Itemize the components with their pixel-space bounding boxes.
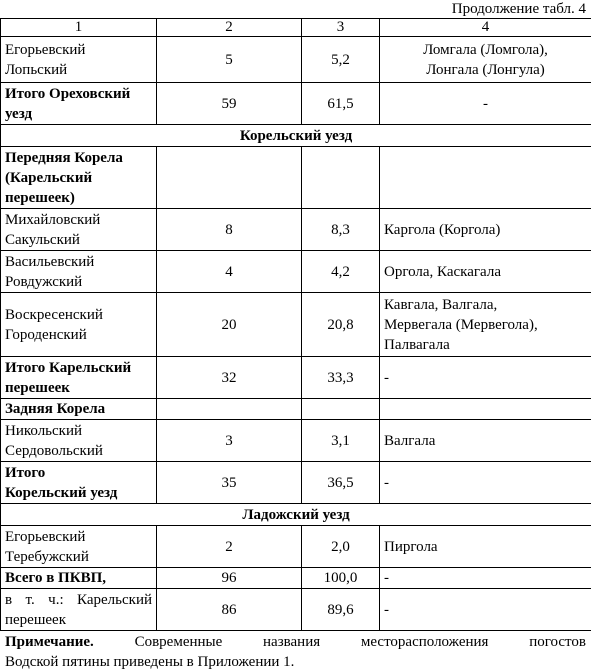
total-name (1, 83, 157, 125)
name-line: Городенский (5, 325, 152, 345)
gala-names-cell: Валгала (380, 420, 591, 462)
note-line (5, 632, 586, 652)
section-title: Ладожский уезд (1, 504, 591, 526)
table-row (1, 209, 591, 251)
name-line: Васильевский (5, 252, 152, 272)
gala-names-cell (380, 147, 591, 209)
gala-line: Палвагала (384, 335, 587, 355)
percent-cell: 8,3 (302, 209, 380, 251)
table-row (1, 357, 591, 399)
count-cell: 5 (157, 37, 302, 83)
percent-cell: 2,0 (302, 526, 380, 568)
count-cell: 3 (157, 420, 302, 462)
count-cell: 2 (157, 526, 302, 568)
header-cell-3: 3 (302, 19, 380, 37)
gala-line: Кавгала, Валгала, (384, 295, 587, 315)
pogost-name (1, 209, 157, 251)
name-line: перешеек (5, 378, 152, 398)
header-cell-1: 1 (1, 19, 157, 37)
total-name: Всего в ПКВП, (1, 568, 157, 589)
name-line: Итого Ореховский (5, 84, 152, 104)
gala-names-cell (380, 399, 591, 420)
count-cell: 4 (157, 251, 302, 293)
percent-cell (302, 147, 380, 209)
table-caption: Продолжение табл. 4 (0, 0, 591, 18)
percent-cell: 20,8 (302, 293, 380, 357)
count-cell: 96 (157, 568, 302, 589)
table-row (1, 83, 591, 125)
gala-names-cell: - (380, 568, 591, 589)
percent-cell (302, 399, 380, 420)
name-line: Корельский уезд (5, 483, 152, 503)
data-table (0, 18, 591, 631)
table-note (0, 631, 591, 672)
gala-names-cell: Оргола, Каскагала (380, 251, 591, 293)
percent-cell: 4,2 (302, 251, 380, 293)
count-cell: 35 (157, 462, 302, 504)
name-line: Итого Карельский (5, 358, 152, 378)
name-line: Егорьевский (5, 40, 152, 60)
count-cell: 32 (157, 357, 302, 399)
table-row (1, 37, 591, 83)
section-row (1, 504, 591, 526)
name-line: Итого (5, 463, 152, 483)
name-line: Егорьевский (5, 527, 152, 547)
gala-names-cell: - (380, 357, 591, 399)
name-line: Ровдужский (5, 272, 152, 292)
percent-cell: 36,5 (302, 462, 380, 504)
gala-names-cell: - (380, 83, 591, 125)
section-title: Корельский уезд (1, 125, 591, 147)
gala-names-cell: Пиргола (380, 526, 591, 568)
name-line: Сакульский (5, 230, 152, 250)
percent-cell: 3,1 (302, 420, 380, 462)
table-row (1, 568, 591, 589)
pogost-name (1, 293, 157, 357)
name-line: Никольский (5, 421, 152, 441)
table-row (1, 462, 591, 504)
gala-names-cell (380, 293, 591, 357)
total-name (1, 357, 157, 399)
note-text-continued: Водской пятины приведены в Приложении 1. (5, 652, 586, 672)
pogost-name (1, 420, 157, 462)
percent-cell: 89,6 (302, 589, 380, 631)
name-line: перешеек (5, 610, 152, 630)
table-row (1, 147, 591, 209)
gala-line: Лонгала (Лонгула) (384, 60, 587, 80)
gala-names-cell: Каргола (Коргола) (380, 209, 591, 251)
count-cell: 8 (157, 209, 302, 251)
name-line: перешеек) (5, 188, 152, 208)
count-cell (157, 399, 302, 420)
name-line: в т. ч.: Карельский (5, 590, 152, 610)
percent-cell: 5,2 (302, 37, 380, 83)
count-cell (157, 147, 302, 209)
count-cell: 59 (157, 83, 302, 125)
percent-cell: 33,3 (302, 357, 380, 399)
name-line: Теребужский (5, 547, 152, 567)
name-line: уезд (5, 104, 152, 124)
name-line: Воскресенский (5, 305, 152, 325)
gala-names-cell (380, 37, 591, 83)
percent-cell: 100,0 (302, 568, 380, 589)
subregion-name (1, 147, 157, 209)
name-line: Лопьский (5, 60, 152, 80)
pogost-name (1, 37, 157, 83)
gala-line: Ломгала (Ломгола), (384, 40, 587, 60)
name-line: (Карельский (5, 168, 152, 188)
table-row (1, 399, 591, 420)
subregion-name: Задняя Корела (1, 399, 157, 420)
count-cell: 86 (157, 589, 302, 631)
percent-cell: 61,5 (302, 83, 380, 125)
table-row (1, 293, 591, 357)
count-cell: 20 (157, 293, 302, 357)
note-text: Современные названия месторасположения погостов (135, 634, 586, 650)
pogost-name (1, 526, 157, 568)
header-row (1, 19, 591, 37)
name-line: Михайловский (5, 210, 152, 230)
total-name (1, 462, 157, 504)
section-row (1, 125, 591, 147)
pogost-name (1, 251, 157, 293)
table-row (1, 420, 591, 462)
gala-names-cell: - (380, 589, 591, 631)
gala-line: Мервегала (Мервегола), (384, 315, 587, 335)
gala-names-cell: - (380, 462, 591, 504)
name-line: Передняя Корела (5, 148, 152, 168)
table-row (1, 589, 591, 631)
note-label: Примечание. (5, 634, 94, 650)
header-cell-2: 2 (157, 19, 302, 37)
table-row (1, 251, 591, 293)
name-line: Сердовольский (5, 441, 152, 461)
pogost-name (1, 589, 157, 631)
header-cell-4: 4 (380, 19, 591, 37)
table-row (1, 526, 591, 568)
